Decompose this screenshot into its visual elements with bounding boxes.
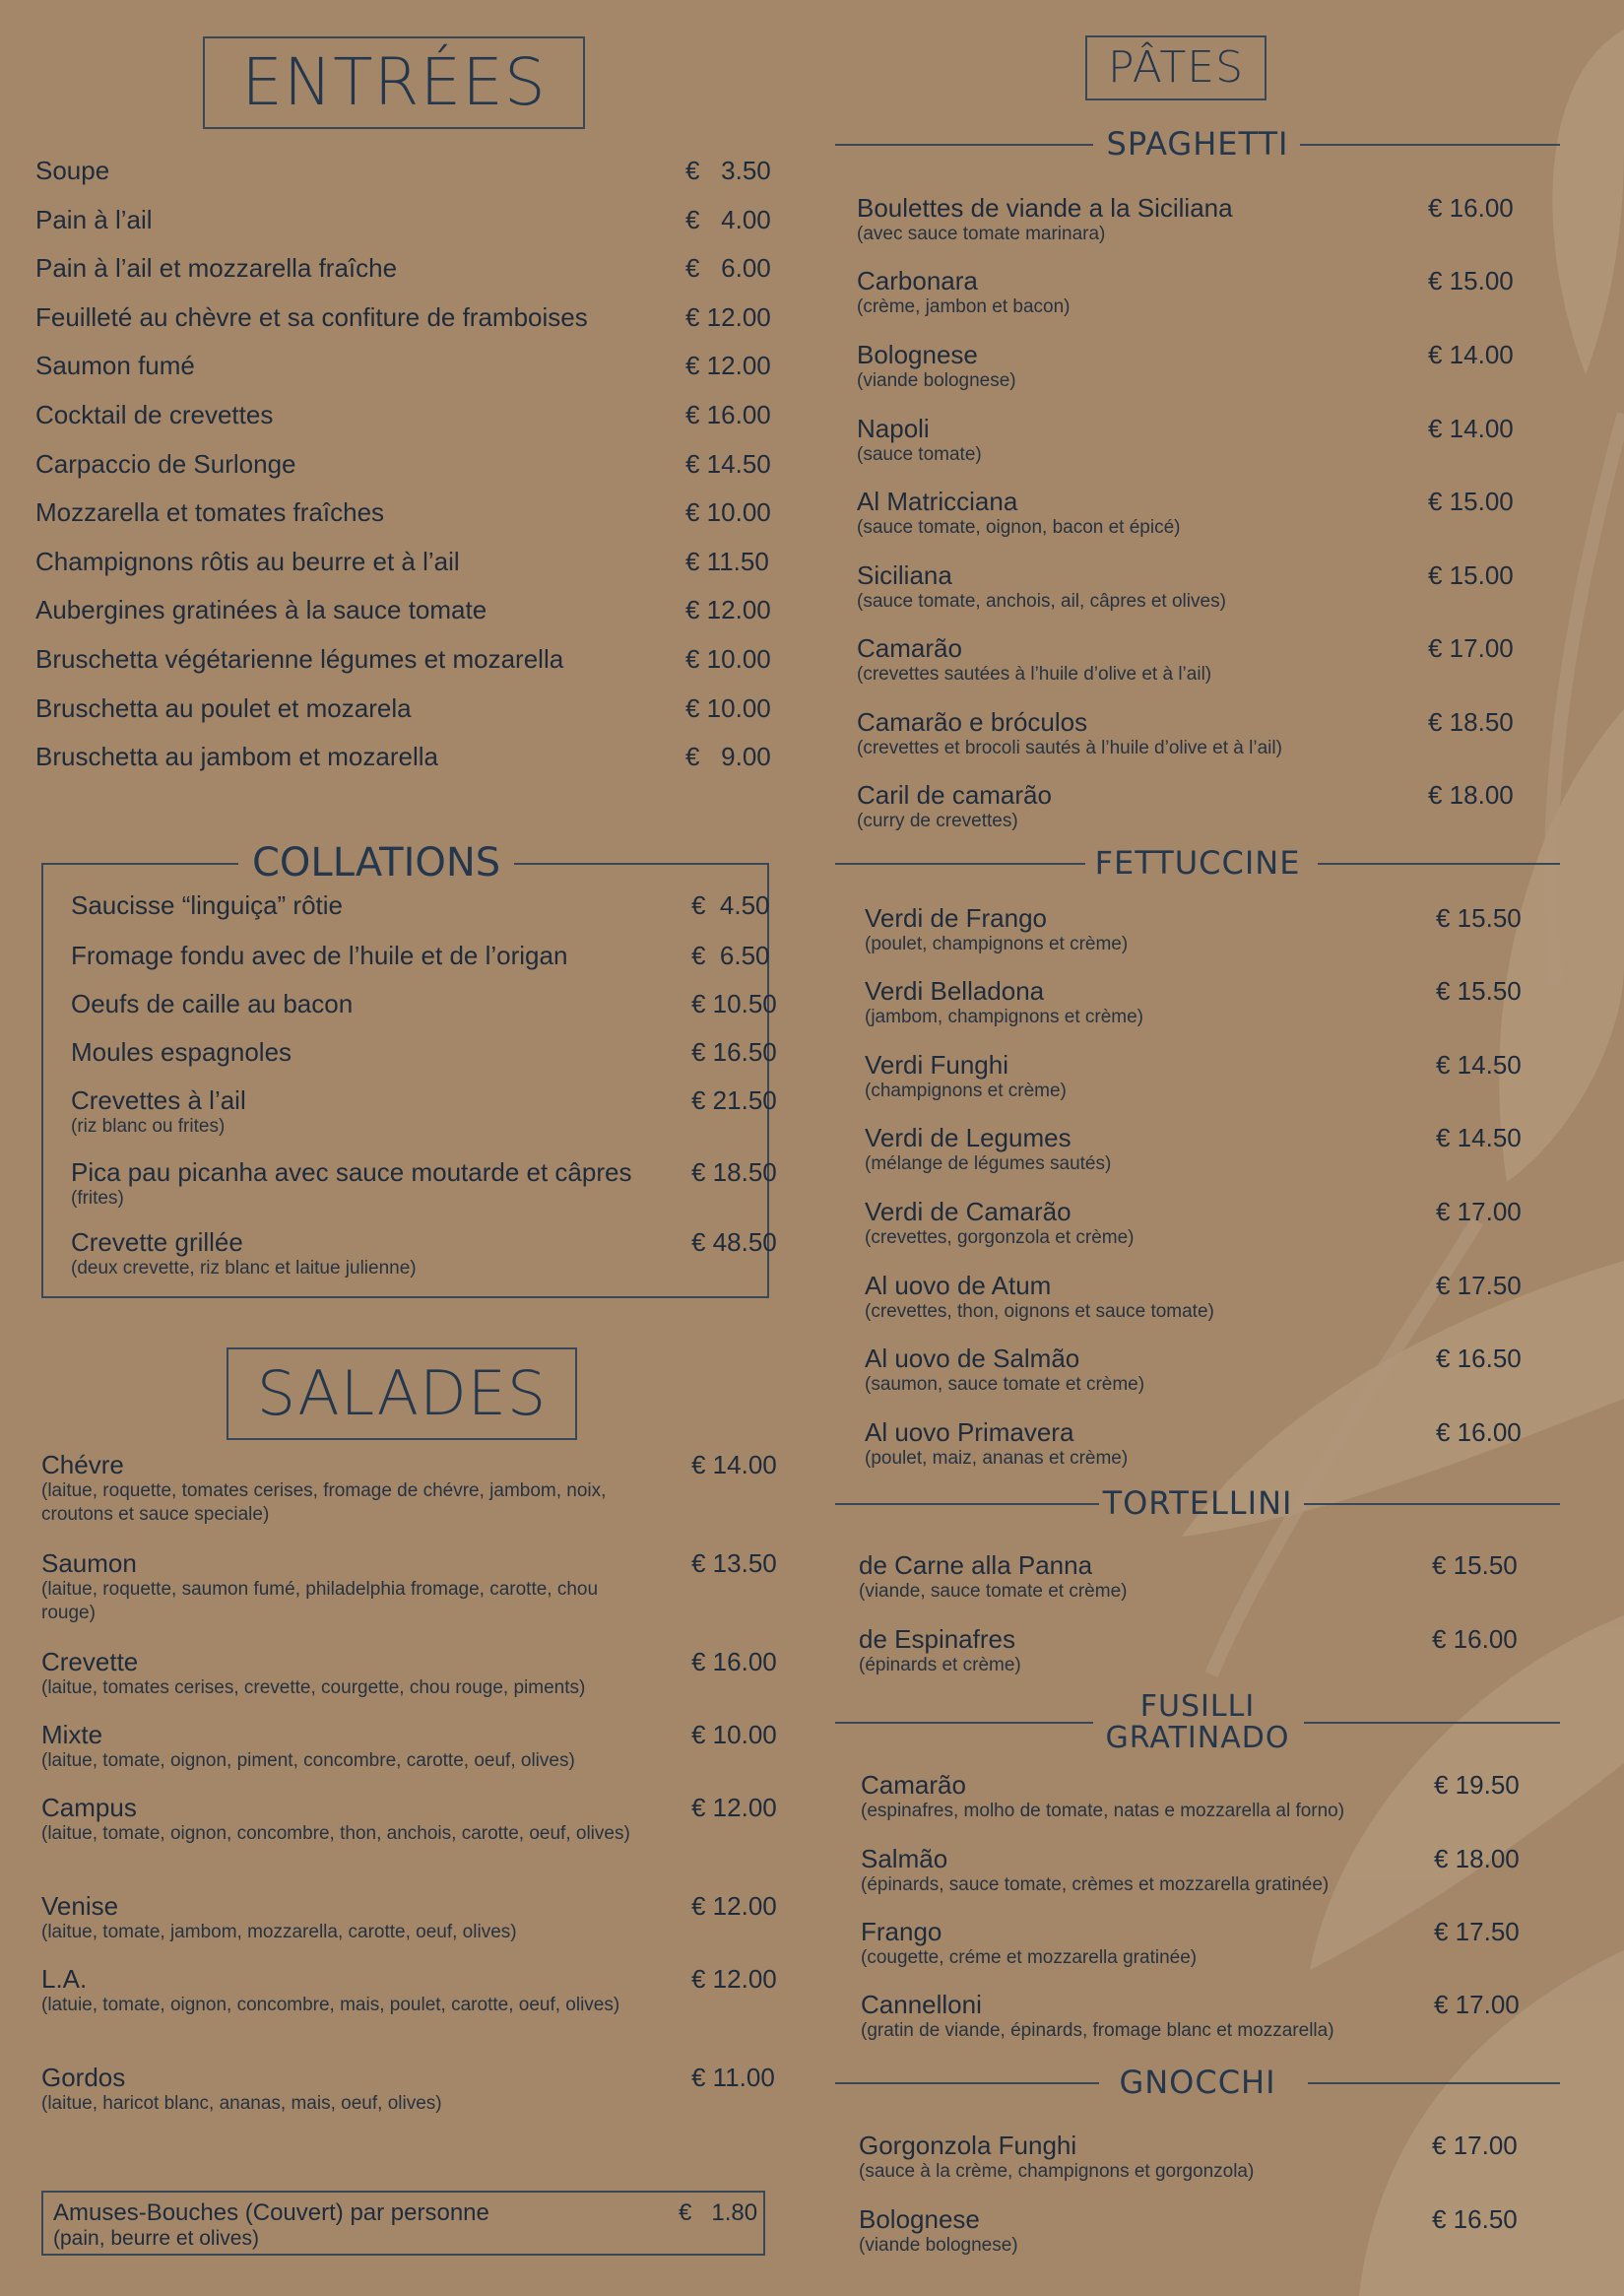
salades-title: SALADES — [227, 1347, 577, 1440]
item-name: Salmão — [861, 1844, 948, 1873]
menu-item — [865, 976, 1554, 1029]
menu-item — [71, 1085, 777, 1139]
menu-item — [71, 1037, 777, 1067]
item-name: Camarão e bróculos — [857, 707, 1088, 737]
menu-item — [857, 560, 1546, 614]
item-name: Aubergines gratinées à la sauce tomate — [35, 595, 487, 625]
fusilli-header — [835, 1690, 1560, 1757]
menu-item — [35, 586, 769, 635]
menu-item — [859, 2204, 1548, 2258]
menu-item — [865, 1197, 1554, 1250]
item-desc: (laitue, tomate, oignon, concombre, thon, anchois, carotte, oeuf, olives) — [41, 1823, 630, 1844]
menu-item — [41, 1720, 777, 1773]
gnocchi-title: GNOCCHI — [1119, 2064, 1276, 2101]
couvert-box — [41, 2191, 765, 2256]
item-price: € 16.00 — [685, 399, 771, 429]
item-price: € 17.50 — [1436, 1271, 1522, 1300]
item-name: Camarão — [857, 633, 962, 663]
item-desc: (espinafres, molho de tomate, natas e mozzarella al forno) — [861, 1801, 1345, 1821]
menu-item — [41, 1891, 777, 1944]
gnocchi-header — [835, 2063, 1560, 2102]
item-name: Saumon — [41, 1548, 137, 1578]
item-name: Camarão — [861, 1770, 966, 1800]
item-name: Crevettes à l’ail — [71, 1085, 246, 1115]
item-name: Mozzarella et tomates fraîches — [35, 497, 385, 528]
item-price: € 10.00 — [685, 497, 771, 528]
fusilli-title-2: GRATINADO — [1105, 1721, 1290, 1755]
menu-item — [35, 391, 769, 440]
item-price: € 15.00 — [1428, 560, 1514, 590]
item-desc: (crevettes et brocoli sautés à l’huile d’olive et à l’ail) — [857, 738, 1282, 758]
menu-item — [861, 1990, 1550, 2043]
menu-item — [71, 1227, 777, 1280]
item-name: Campus — [41, 1793, 137, 1822]
menu-item — [859, 1550, 1548, 1604]
item-name: Pica pau picanha avec sauce moutarde et câpres — [71, 1157, 632, 1187]
menu-item — [865, 1050, 1554, 1103]
item-name: Fromage fondu avec de l’huile et de l’origan — [71, 941, 568, 970]
menu-item — [865, 1344, 1554, 1397]
item-name: Bolognese — [859, 2204, 980, 2234]
menu-item — [35, 196, 769, 245]
item-price: € 16.00 — [1436, 1417, 1522, 1447]
item-desc: (latuie, tomate, oignon, concombre, mais, poulet, carotte, oeuf, olives) — [41, 1995, 620, 2015]
item-name: Cocktail de crevettes — [35, 399, 274, 429]
item-desc: (sauce tomate) — [857, 444, 982, 465]
item-desc: (avec sauce tomate marinara) — [857, 224, 1106, 244]
menu-item — [41, 1647, 777, 1700]
menu-item — [865, 1271, 1554, 1324]
menu-item — [857, 780, 1546, 833]
item-price: € 16.50 — [1432, 2204, 1518, 2234]
menu-item — [857, 266, 1546, 319]
item-desc: (sauce tomate, oignon, bacon et épicé) — [857, 517, 1181, 538]
menu-item — [865, 1417, 1554, 1471]
menu-item — [859, 2131, 1548, 2184]
item-price: € 18.00 — [1434, 1844, 1520, 1873]
item-name: Bruschetta végétarienne légumes et mozarella — [35, 643, 564, 674]
item-desc: (viande bolognese) — [859, 2235, 1018, 2256]
item-name: Gorgonzola Funghi — [859, 2131, 1077, 2160]
item-price: € 14.50 — [685, 448, 771, 479]
item-desc: (deux crevette, riz blanc et laitue julienne) — [71, 1258, 417, 1279]
item-price: € 10.00 — [691, 1720, 777, 1749]
item-price: € 9.00 — [685, 742, 771, 772]
item-price: € 12.00 — [691, 1964, 777, 1994]
menu-item — [861, 1844, 1550, 1897]
item-name: Bruschetta au jambom et mozarella — [35, 742, 438, 772]
item-desc: (crevettes, thon, oignons et sauce tomate) — [865, 1301, 1214, 1322]
item-price: € 18.00 — [1428, 780, 1514, 810]
fettuccine-header — [835, 843, 1560, 883]
item-name: Crevette — [41, 1647, 139, 1676]
fusilli-title-1: FUSILLI — [1139, 1689, 1256, 1724]
item-price: € 14.00 — [691, 1450, 777, 1479]
item-price: € 17.00 — [1436, 1197, 1522, 1226]
item-desc: (épinards, sauce tomate, crèmes et mozzarella gratinée) — [861, 1874, 1330, 1895]
item-price: € 6.00 — [685, 253, 771, 284]
item-price: € 12.00 — [685, 351, 771, 381]
item-name: Frango — [861, 1917, 942, 1946]
menu-item — [857, 340, 1546, 393]
item-price: € 4.50 — [691, 890, 770, 920]
item-name: Bruschetta au poulet et mozarela — [35, 692, 412, 723]
item-price: € 16.50 — [1436, 1344, 1522, 1373]
menu-item — [861, 1917, 1550, 1970]
item-desc: (crevettes sautées à l’huile d’olive et à l’ail) — [857, 664, 1212, 685]
item-price: € 12.00 — [691, 1793, 777, 1822]
item-name: de Espinafres — [859, 1624, 1015, 1654]
item-name: Boulettes de viande a la Siciliana — [857, 193, 1233, 223]
item-desc: (laitue, haricot blanc, ananas, mais, oeuf, olives) — [41, 2093, 442, 2114]
item-name: Champignons rôtis au beurre et à l’ail — [35, 546, 460, 576]
item-price: € 12.00 — [685, 595, 771, 625]
item-name: Moules espagnoles — [71, 1037, 292, 1067]
menu-item — [41, 2063, 775, 2116]
item-name: Napoli — [857, 414, 930, 443]
item-desc: (jambom, champignons et crème) — [865, 1007, 1143, 1027]
item-price: € 15.50 — [1436, 976, 1522, 1006]
item-name: Pain à l’ail et mozzarella fraîche — [35, 253, 398, 284]
item-price: € 19.50 — [1434, 1770, 1520, 1800]
item-desc: (poulet, maiz, ananas et crème) — [865, 1448, 1129, 1469]
item-price: € 14.50 — [1436, 1123, 1522, 1152]
menu-item — [41, 1450, 777, 1527]
item-price: € 12.00 — [685, 301, 771, 332]
menu-item — [35, 685, 769, 734]
item-name: Feuilleté au chèvre et sa confiture de framboises — [35, 301, 588, 332]
item-price: € 10.00 — [685, 643, 771, 674]
item-price: € 18.50 — [1428, 707, 1514, 737]
item-price: € 48.50 — [691, 1227, 777, 1257]
menu-item — [865, 1123, 1554, 1176]
item-desc: (laitue, roquette, tomates cerises, fromage de chévre, jambom, noix, croutons et sauce speciale) — [41, 1480, 607, 1525]
item-desc: (sauce tomate, anchois, ail, câpres et olives) — [857, 591, 1226, 612]
item-desc: (gratin de viande, épinards, fromage blanc et mozzarella) — [861, 2020, 1334, 2041]
couvert-desc: (pain, beurre et olives) — [53, 2227, 259, 2250]
item-name: Chévre — [41, 1450, 124, 1479]
item-price: € 3.50 — [685, 156, 771, 185]
item-price: € 17.50 — [1434, 1917, 1520, 1946]
item-price: € 15.50 — [1432, 1550, 1518, 1580]
menu-item — [857, 707, 1546, 760]
menu-item — [35, 244, 769, 294]
menu-item — [35, 635, 769, 685]
item-price: € 4.00 — [685, 204, 771, 234]
item-name: Soupe — [35, 156, 110, 185]
menu-item — [71, 941, 770, 970]
item-name: Verdi de Legumes — [865, 1123, 1072, 1152]
item-price: € 14.50 — [1436, 1050, 1522, 1080]
menu-item — [35, 147, 769, 196]
item-desc: (laitue, tomates cerises, crevette, courgette, chou rouge, piments) — [41, 1677, 586, 1698]
fettuccine-title: FETTUCCINE — [1094, 844, 1301, 882]
item-price: € 12.00 — [691, 1891, 777, 1921]
menu-item — [857, 193, 1546, 246]
menu-item — [857, 487, 1546, 540]
item-desc: (laitue, tomate, jambom, mozzarella, carotte, oeuf, olives) — [41, 1922, 517, 1942]
item-price: € 16.00 — [1432, 1624, 1518, 1654]
menu-item — [35, 733, 769, 782]
menu-item — [865, 903, 1554, 956]
item-name: Pain à l’ail — [35, 204, 153, 234]
item-price: € 16.50 — [691, 1037, 777, 1067]
menu-item — [35, 342, 769, 391]
menu-item — [71, 890, 770, 920]
item-name: Gordos — [41, 2063, 126, 2092]
menu-item — [71, 1157, 777, 1211]
menu-item — [35, 294, 769, 343]
item-name: de Carne alla Panna — [859, 1550, 1093, 1580]
item-name: Cannelloni — [861, 1990, 982, 2019]
item-price: € 13.50 — [691, 1548, 777, 1578]
menu-item — [857, 633, 1546, 687]
tortellini-title: TORTELLINI — [1102, 1484, 1293, 1522]
menu-item — [41, 1548, 777, 1625]
item-desc: (riz blanc ou frites) — [71, 1116, 226, 1137]
item-desc: (laitue, tomate, oignon, piment, concombre, carotte, oeuf, olives) — [41, 1750, 575, 1771]
item-name: Verdi Funghi — [865, 1050, 1008, 1080]
item-price: € 15.00 — [1428, 266, 1514, 295]
item-price: € 11.00 — [691, 2063, 775, 2092]
item-desc: (crème, jambon et bacon) — [857, 296, 1071, 317]
item-name: Carpaccio de Surlonge — [35, 448, 296, 479]
item-desc: (frites) — [71, 1188, 124, 1209]
item-price: € 11.50 — [685, 546, 769, 576]
item-price: € 6.50 — [691, 941, 770, 970]
menu-item — [41, 1793, 777, 1846]
item-price: € 18.50 — [691, 1157, 777, 1187]
spaghetti-title: SPAGHETTI — [1106, 125, 1289, 163]
item-name: Verdi de Camarão — [865, 1197, 1072, 1226]
couvert-name: Amuses-Bouches (Couvert) par personne — [53, 2199, 489, 2226]
item-price: € 10.00 — [685, 692, 771, 723]
item-price: € 17.00 — [1428, 633, 1514, 663]
item-desc: (laitue, roquette, saumon fumé, philadelphia fromage, carotte, chou rouge) — [41, 1579, 599, 1623]
menu-item — [859, 1624, 1548, 1677]
item-name: Al uovo de Atum — [865, 1271, 1052, 1300]
tortellini-header — [835, 1483, 1560, 1523]
item-name: Saumon fumé — [35, 351, 195, 381]
item-name: Carbonara — [857, 266, 978, 295]
item-desc: (poulet, champignons et crème) — [865, 934, 1129, 954]
item-name: Verdi de Frango — [865, 903, 1048, 933]
item-desc: (épinards et crème) — [859, 1655, 1021, 1675]
item-price: € 17.00 — [1434, 1990, 1520, 2019]
pates-title: PÂTES — [1085, 35, 1267, 100]
menu-item — [861, 1770, 1550, 1823]
item-price: € 21.50 — [691, 1085, 777, 1115]
item-name: Venise — [41, 1891, 119, 1921]
item-price: € 10.50 — [691, 989, 777, 1018]
item-price: € 14.00 — [1428, 414, 1514, 443]
menu-item — [35, 489, 769, 538]
item-name: Siciliana — [857, 560, 952, 590]
item-name: L.A. — [41, 1964, 88, 1994]
menu-item — [71, 989, 777, 1018]
item-name: Crevette grillée — [71, 1227, 243, 1257]
menu-item — [35, 538, 769, 587]
item-name: Mixte — [41, 1720, 103, 1749]
item-price: € 15.00 — [1428, 487, 1514, 516]
item-name: Verdi Belladona — [865, 976, 1045, 1006]
item-desc: (viande bolognese) — [857, 370, 1016, 391]
item-name: Al Matricciana — [857, 487, 1018, 516]
menu-item — [35, 440, 769, 490]
item-desc: (cougette, créme et mozzarella gratinée) — [861, 1947, 1198, 1968]
spaghetti-header — [835, 124, 1560, 164]
item-name: Al uovo Primavera — [865, 1417, 1074, 1447]
item-desc: (sauce à la crème, champignons et gorgonzola) — [859, 2161, 1255, 2182]
item-desc: (champignons et crème) — [865, 1081, 1067, 1101]
item-desc: (crevettes, gorgonzola et crème) — [865, 1227, 1135, 1248]
menu-item — [857, 414, 1546, 467]
item-name: Saucisse “linguiça” rôtie — [71, 890, 344, 920]
item-name: Oeufs de caille au bacon — [71, 989, 354, 1018]
item-price: € 16.00 — [691, 1647, 777, 1676]
menu-item — [41, 1964, 777, 2017]
item-price: € 16.00 — [1428, 193, 1514, 223]
item-desc: (mélange de légumes sautés) — [865, 1153, 1112, 1174]
item-price: € 15.50 — [1436, 903, 1522, 933]
entrees-list — [35, 147, 769, 782]
item-name: Bolognese — [857, 340, 978, 369]
item-desc: (saumon, sauce tomate et crème) — [865, 1374, 1145, 1395]
couvert-price: € 1.80 — [679, 2199, 758, 2226]
collations-title: COLLATIONS — [238, 839, 514, 886]
item-desc: (curry de crevettes) — [857, 811, 1018, 831]
item-name: Caril de camarão — [857, 780, 1052, 810]
item-price: € 14.00 — [1428, 340, 1514, 369]
item-desc: (viande, sauce tomate et crème) — [859, 1581, 1128, 1602]
item-name: Al uovo de Salmão — [865, 1344, 1080, 1373]
entrees-title: ENTRÉES — [203, 36, 585, 129]
item-price: € 17.00 — [1432, 2131, 1518, 2160]
